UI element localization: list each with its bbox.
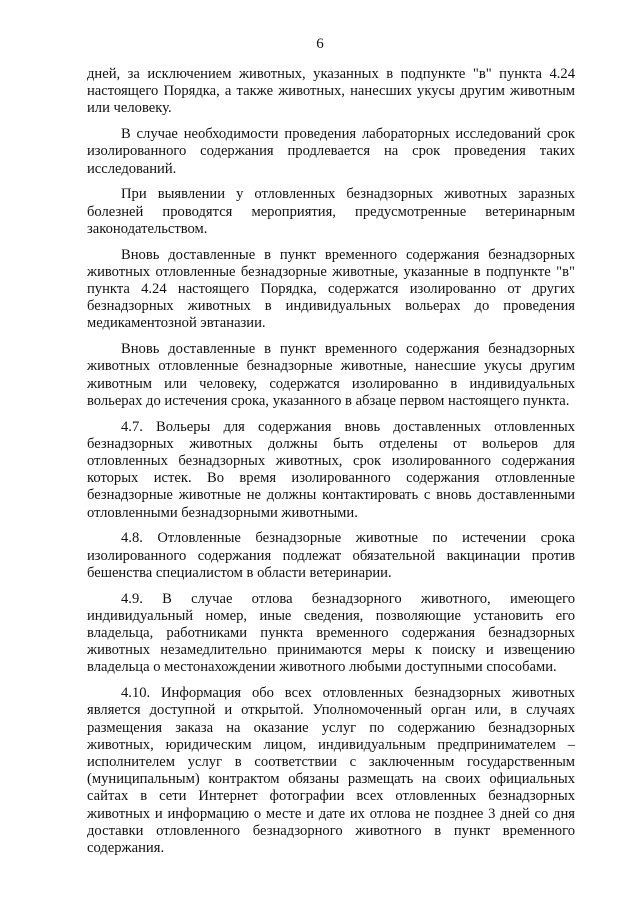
paragraph-infectious-diseases: При выявлении у отловленных безнадзорных животных заразных болезней проводятся мероприятия, предусмотренные ветеринарным законодательством. <box>87 186 575 237</box>
paragraph-4-8: 4.8. Отловленные безнадзорные животные по истечении срока изолированного содержания подлежат обязательной вакцинации против бешенства специалистом в области ветеринарии. <box>87 530 575 581</box>
paragraph-lab-research: В случае необходимости проведения лабораторных исследований срок изолированного содержания продлевается на срок проведения таких исследований. <box>87 126 575 177</box>
paragraph-4-10: 4.10. Информация обо всех отловленных безнадзорных животных является доступной и открытой. Уполномоченный орган или, в случаях размещения заказа на оказание услуг по содержанию безнадзорных животных, юридическим лицом, индивидуальным предпринимателем – исполнителем услуг в соответствии с заключенным государственным (муниципальным) контрактом обязаны размещать на своих официальных сайтах в сети Интернет фотографии всех отловленных безнадзорных животных и информацию о месте и дате их отлова не позднее 3 дней со дня доставки отловленного безнадзорного животного в пункт временного содержания. <box>87 685 575 857</box>
paragraph-isolation-bites: Вновь доставленные в пункт временного содержания безнадзорных животных отловленные безнадзорные животные, нанесшие укусы другим животным или человеку, содержатся изолированно в индивидуальных вольерах до истечения срока, указанного в абзаце первом настоящего пункта. <box>87 341 575 409</box>
page-number: 6 <box>316 36 324 52</box>
document-body <box>87 66 575 866</box>
paragraph-4-9: 4.9. В случае отлова безнадзорного животного, имеющего индивидуальный номер, иные сведения, позволяющие установить его владельца, работниками пункта временного содержания безнадзорных животных незамедлительно принимаются меры к поиску и извещению владельца о местонахождении животного любыми доступными способами. <box>87 590 575 676</box>
paragraph-continuation: дней, за исключением животных, указанных в подпункте "в" пункта 4.24 настоящего Порядка, а также животных, нанесших укусы другим животным или человеку. <box>87 66 575 117</box>
paragraph-4-7: 4.7. Вольеры для содержания вновь доставленных отловленных безнадзорных животных должны быть отделены от вольеров для отловленных безнадзорных животных, срок изолированного содержания которых истек. Во время изолированного содержания отловленные безнадзорные животные не должны контактировать с вновь доставленными отловленными безнадзорными животными. <box>87 418 575 521</box>
paragraph-isolation-euthanasia: Вновь доставленные в пункт временного содержания безнадзорных животных отловленные безнадзорные животные, указанные в подпункте "в" пункта 4.24 настоящего Порядка, содержатся изолированно от других безнадзорных животных в индивидуальных вольерах до проведения медикаментозной эвтаназии. <box>87 246 575 332</box>
